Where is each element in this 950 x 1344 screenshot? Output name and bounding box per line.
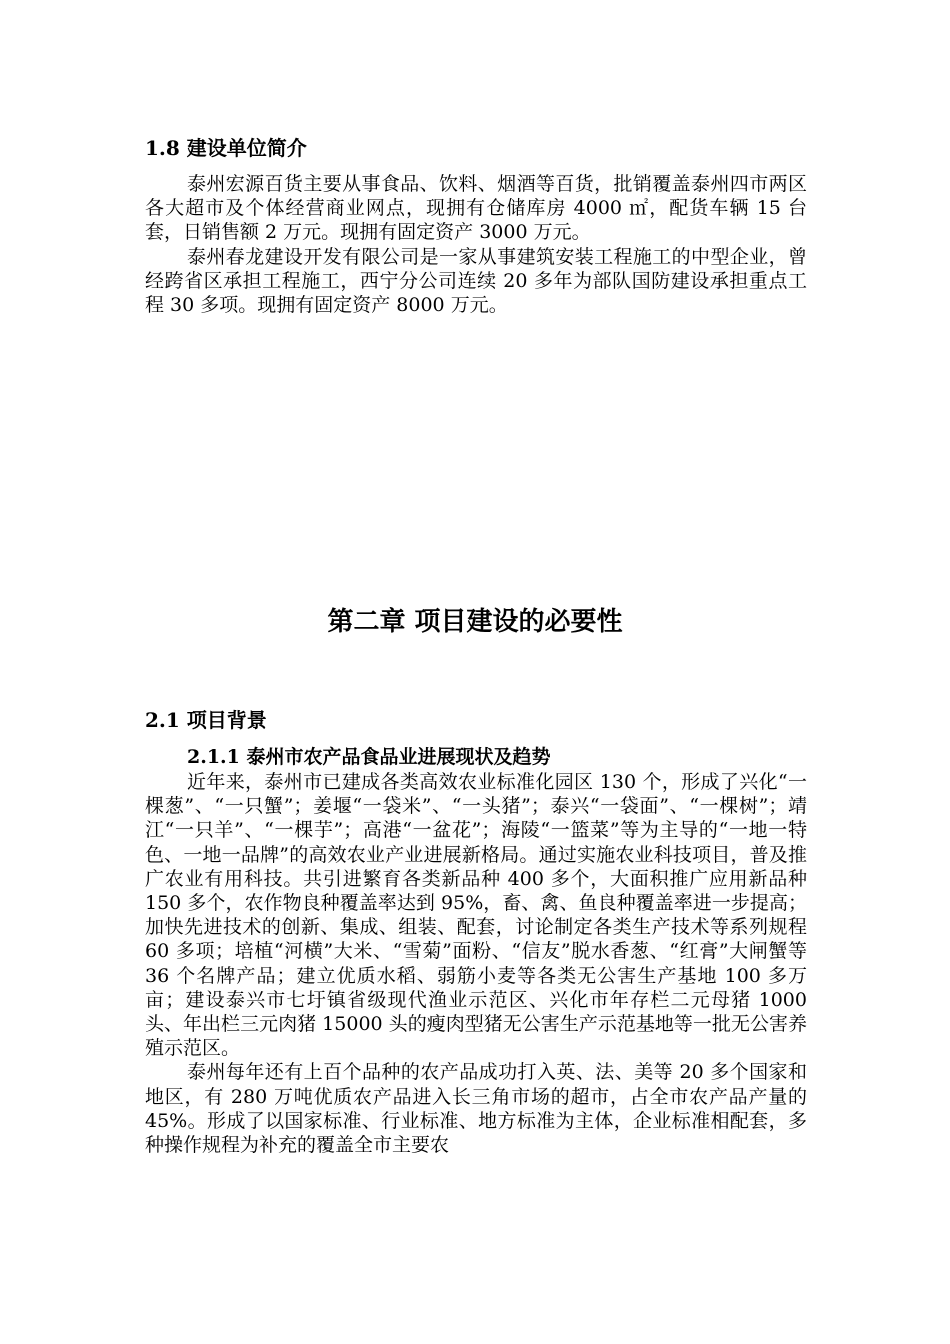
paragraph: 泰州宏源百货主要从事食品、饮料、烟酒等百货，批销覆盖泰州四市两区各大超市及个体经营商业网点，现拥有仓储库房 4000 ㎡，配货车辆 15 台套，日销售额 2 万元。现拥有固定资产 3000 万元。 [145,173,807,244]
section-1-8 [145,134,807,317]
paragraph: 近年来，泰州市已建成各类高效农业标准化园区 130 个，形成了兴化“一棵葱”、“一只蟹”；姜堰“一袋米”、“一头猪”；泰兴“一袋面”、“一棵树”；靖江“一只羊”、“一棵芋”；高港“一盆花”；海陵“一篮菜”等为主导的“一地一特色、一地一品牌”的高效农业产业进展新格局。通过实施农业科技项目，普及推广农业有用科技。共引进繁育各类新品种 400 多个，大面积推广应用新品种 150 多个，农作物良种覆盖率达到 95%，畜、禽、鱼良种覆盖率进一步提高；加快先进技术的创新、集成、组装、配套，讨论制定各类生产技术等系列规程 60 多项；培植“河横”大米、“雪菊”面粉、“信友”脱水香葱、“红膏”大闸蟹等 36 个名牌产品；建立优质水稻、弱筋小麦等各类无公害生产基地 100 多万亩；建设泰兴市七圩镇省级现代渔业示范区、兴化市年存栏二元母猪 1000 头、年出栏三元肉猪 15000 头的瘦肉型猪无公害生产示范基地等一批无公害养殖示范区。 [145,771,807,1060]
subsection-heading: 2.1.1 泰州市农产品食品业进展现状及趋势 [187,746,551,768]
paragraph: 泰州每年还有上百个品种的农产品成功打入英、法、美等 20 多个国家和地区，有 280 万吨优质农产品进入长三角市场的超市，占全市农产品产量的 45%。形成了以国家标准、行业标准、地方标准为主体，企业标准相配套，多种操作规程为补充的覆盖全市主要农 [145,1061,807,1157]
section-heading: 1.8 建设单位简介 [145,136,307,160]
paragraph: 泰州春龙建设开发有限公司是一家从事建筑安装工程施工的中型企业，曾经跨省区承担工程施工，西宁分公司连续 20 多年为部队国防建设承担重点工程 30 多项。现拥有固定资产 8000 万元。 [145,245,807,317]
section-heading: 2.1 项目背景 [145,708,267,732]
chapter-title: 第二章 项目建设的必要性 [327,607,623,637]
section-2-1 [145,706,807,1157]
